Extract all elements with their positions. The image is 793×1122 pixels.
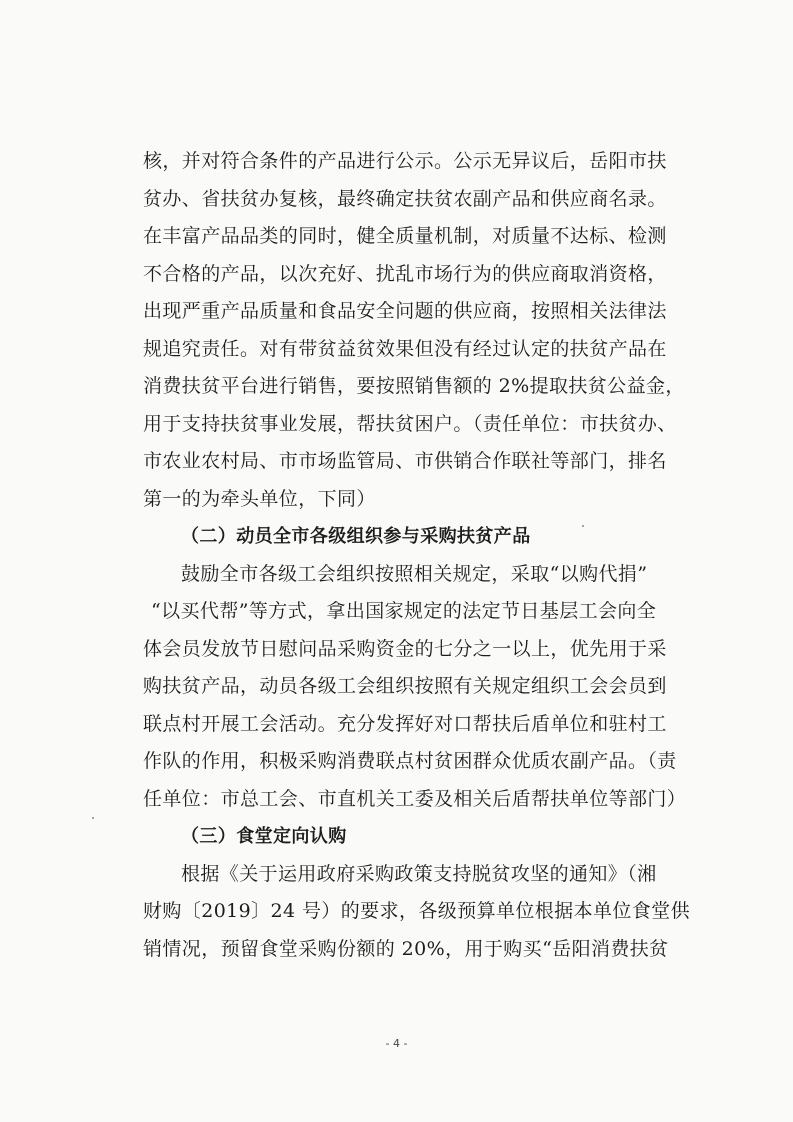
paragraph-line: 不合格的产品，以次充好、扰乱市场行为的供应商取消资格， <box>143 262 667 285</box>
paragraph-line: 财购〔2019〕24 号）的要求，各级预算单位根据本单位食堂供 <box>143 900 690 922</box>
scan-speck <box>92 817 94 819</box>
document-body <box>143 143 690 968</box>
paragraph-line: 鼓励全市各级工会组织按照相关规定，采取“以购代捐” <box>181 562 648 585</box>
paragraph-line: 作队的作用，积极采购消费联点村贫困群众优质农副产品。（责 <box>143 750 677 772</box>
paragraph-line: “以买代帮”等方式，拿出国家规定的法定节日基层工会向全 <box>151 600 657 622</box>
paragraph-line: 销情况，预留食堂采购份额的 20%，用于购买“岳阳消费扶贫 <box>143 937 669 960</box>
paragraph-line: 贫办、省扶贫办复核，最终确定扶贫农副产品和供应商名录。 <box>143 187 667 210</box>
paragraph-line: 联点村开展工会活动。充分发挥好对口帮扶后盾单位和驻村工 <box>143 712 667 735</box>
paragraph-line: 第一的为牵头单位，下同） <box>143 487 376 510</box>
section-heading-2: （二）动员全市各级组织参与采购扶贫产品 <box>181 526 531 547</box>
paragraph-line: 核，并对符合条件的产品进行公示。公示无异议后，岳阳市扶 <box>143 150 667 172</box>
paragraph-line: 规追究责任。对有带贫益贫效果但没有经过认定的扶贫产品在 <box>143 337 667 360</box>
paragraph-line: 市农业农村局、市市场监管局、市供销合作联社等部门，排名 <box>143 450 667 472</box>
paragraph-line: 任单位：市总工会、市直机关工委及相关后盾帮扶单位等部门） <box>143 787 687 810</box>
paragraph-line: 购扶贫产品，动员各级工会组织按照有关规定组织工会会员到 <box>143 675 667 697</box>
section-heading-3: （三）食堂定向认购 <box>181 826 347 847</box>
paragraph-line: 用于支持扶贫事业发展，帮扶贫困户。（责任单位：市扶贫办、 <box>143 412 677 435</box>
paragraph-line: 根据《关于运用政府采购政策支持脱贫攻坚的通知》（湘 <box>181 862 657 885</box>
scan-speck <box>582 525 584 527</box>
paragraph-line: 体会员发放节日慰问品采购资金的七分之一以上，优先用于采 <box>143 637 667 660</box>
paragraph-line: 出现严重产品质量和食品安全问题的供应商，按照相关法律法 <box>143 300 667 322</box>
paragraph-line: 在丰富产品品类的同时，健全质量机制，对质量不达标、检测 <box>143 225 667 247</box>
paragraph-line: 消费扶贫平台进行销售，要按照销售额的 2%提取扶贫公益金， <box>143 375 685 397</box>
page-number: - 4 - <box>385 1037 408 1050</box>
